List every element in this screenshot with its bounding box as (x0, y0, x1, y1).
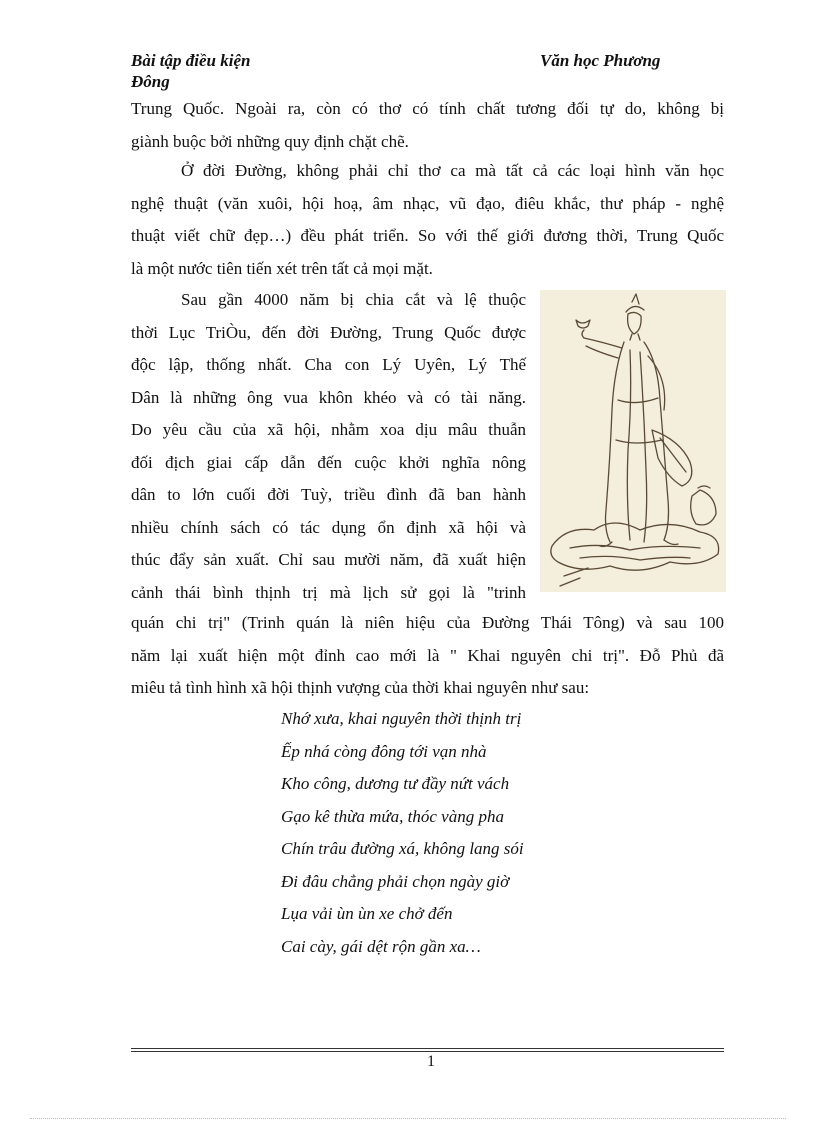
text-line: năm lại xuất hiện một đỉnh cao mới là " Khai nguyên chi trị". Đỗ Phủ đã (131, 645, 724, 665)
text-line: Sau gần 4000 năm bị chia cắt và lệ thuộc (181, 290, 526, 309)
text-line: thời Lục TriÒu, đến đời Đường, Trung Quốc được (131, 322, 526, 342)
header-left (131, 50, 250, 92)
text-line: thuật viết chữ đẹp…) đều phát triển. So với thế giới đương thời, Trung Quốc (131, 226, 724, 245)
text-line: cảnh thái bình thịnh trị mà lịch sử gọi là "trinh (131, 582, 526, 602)
text-line: quán chi trị" (Trinh quán là niên hiệu của Đường Thái Tông) và sau 100 (131, 613, 724, 632)
poem-line: Gạo kê thừa mứa, thóc vàng pha (281, 806, 504, 826)
text-line: Dân là những ông vua khôn khéo và có tài năng. (131, 387, 526, 407)
text-line: nhiều chính sách có tác dụng ổn định xã hội và (131, 517, 526, 537)
paragraph-3-wrapped (131, 284, 526, 609)
text-line: giành buộc bởi những quy định chặt chẽ. (131, 131, 409, 151)
poem-line: Ếp nhá còng đông tới vạn nhà (281, 741, 487, 761)
poem-line: Chín trâu đường xá, không lang sói (281, 839, 524, 858)
text-line: là một nước tiên tiến xét trên tất cả mọi mặt. (131, 258, 433, 278)
page-bottom-dotted-edge (30, 1118, 786, 1119)
poem-line: Cai cày, gái dệt rộn gần xa… (281, 936, 481, 956)
text-line: nghệ thuật (văn xuôi, hội hoạ, âm nhạc, vũ đạo, điêu khắc, thư pháp - nghệ (131, 193, 724, 213)
footer-rule-top (131, 1048, 724, 1049)
text-line: Trung Quốc. Ngoài ra, còn có thơ có tính chất tương đối tự do, không bị (131, 99, 724, 118)
header-left-line2: Đông (131, 72, 170, 91)
poem-line: Lụa vải ùn ùn xe chở đến (281, 904, 453, 923)
paragraph-3-full (131, 607, 724, 705)
poem-line: Kho công, dương tư đầy nứt vách (281, 774, 510, 793)
footer-rule-bottom (131, 1051, 724, 1052)
text-line: dân to lớn cuối đời Tuỳ, triều đình đã ban hành (131, 485, 526, 504)
poem-line: Đi đâu chẳng phải chọn ngày giờ (281, 871, 510, 891)
page-number: 1 (427, 1053, 435, 1070)
poem-line: Nhớ xưa, khai nguyên thời thịnh trị (281, 709, 522, 728)
poem (281, 703, 524, 963)
header-left-line1: Bài tập điều kiện (131, 51, 251, 70)
paragraph-2 (131, 155, 724, 285)
text-line: Ở đời Đường, không phải chỉ thơ ca mà tất cả các loại hình văn học (181, 161, 724, 180)
scholar-illustration (540, 290, 726, 592)
text-line: thúc đẩy sản xuất. Chỉ sau mười năm, đã xuất hiện (131, 550, 526, 569)
text-line: độc lập, thống nhất. Cha con Lý Uyên, Lý Thế (131, 355, 526, 374)
paragraph-1 (131, 93, 724, 158)
header-right: Văn học Phương (540, 51, 661, 70)
text-line: Do yêu cầu của xã hội, nhằm xoa dịu mâu thuẫn (131, 420, 526, 439)
text-line: đối địch giai cấp dẫn đến cuộc khởi nghĩa nông (131, 452, 526, 472)
text-line: miêu tả tình hình xã hội thịnh vượng của thời khai nguyên như sau: (131, 678, 590, 697)
